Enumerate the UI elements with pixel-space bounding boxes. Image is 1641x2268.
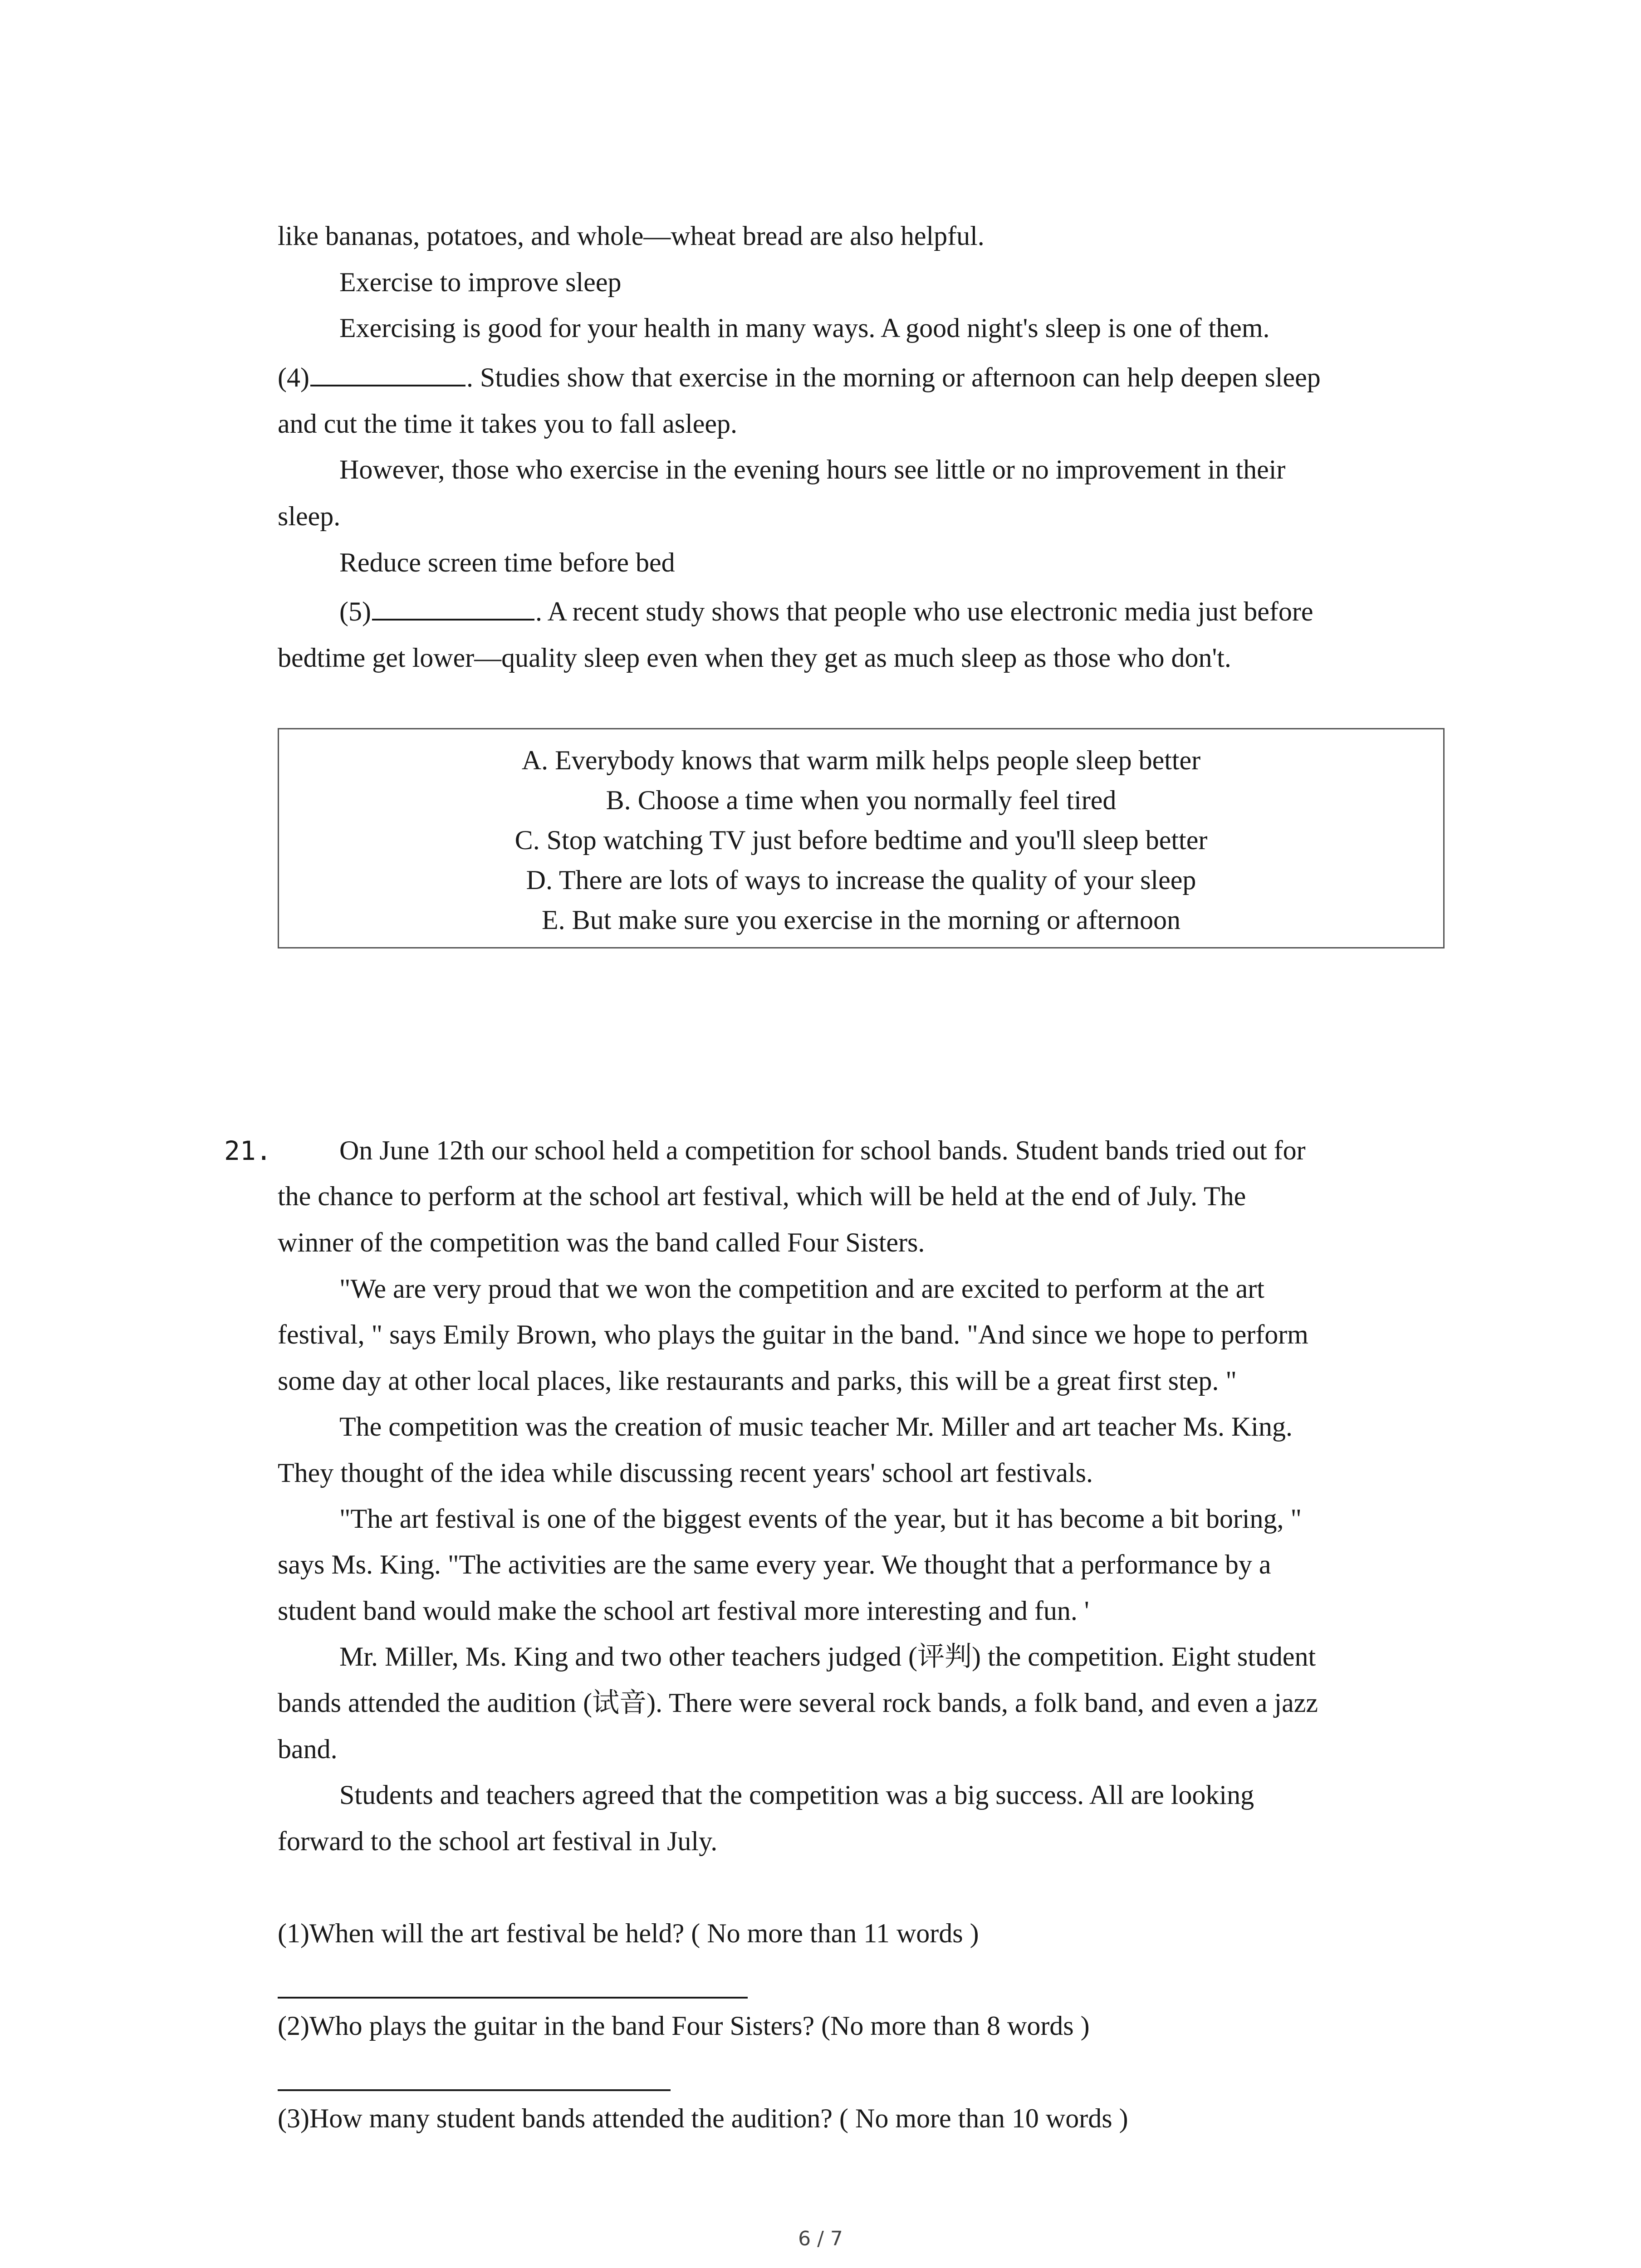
blank-label: (4)	[278, 362, 309, 392]
passage-line: band.	[278, 1734, 338, 1764]
passage-line: Exercising is good for your health in many ways. A good night's sleep is one of them.	[339, 313, 1270, 343]
passage-line: However, those who exercise in the evening hours see little or no improvement in their	[339, 455, 1286, 484]
sub-question-1: (1)When will the art festival be held? ( No more than 11 words )	[278, 1918, 979, 1948]
section-heading: Exercise to improve sleep	[339, 267, 622, 297]
passage-line: festival, " says Emily Brown, who plays the guitar in the band. "And since we hope to perform	[278, 1320, 1308, 1349]
passage-text: . Studies show that exercise in the morning or afternoon can help deepen sleep	[466, 362, 1321, 392]
passage-line: like bananas, potatoes, and whole—wheat bread are also helpful.	[278, 221, 985, 251]
passage-text: . A recent study shows that people who use electronic media just before	[535, 596, 1313, 626]
passage-line: The competition was the creation of music teacher Mr. Miller and art teacher Ms. King.	[339, 1412, 1293, 1442]
passage-line: student band would make the school art festival more interesting and fun. '	[278, 1596, 1089, 1626]
passage-line: forward to the school art festival in July.	[278, 1826, 718, 1856]
options-box	[278, 728, 1445, 948]
answer-line-1[interactable]	[278, 1997, 748, 1999]
answer-blank-5[interactable]	[372, 598, 534, 621]
passage-line: the chance to perform at the school art festival, which will be held at the end of July. The	[278, 1181, 1246, 1211]
option-e: E. But make sure you exercise in the morning or afternoon	[542, 905, 1181, 935]
passage-line: says Ms. King. "The activities are the same every year. We thought that a performance by a	[278, 1549, 1271, 1579]
passage-line: winner of the competition was the band called Four Sisters.	[278, 1227, 925, 1257]
passage-line: On June 12th our school held a competition for school bands. Student bands tried out for	[339, 1135, 1306, 1165]
passage-line: Mr. Miller, Ms. King and two other teachers judged (评判) the competition. Eight student	[339, 1642, 1316, 1672]
option-a: A. Everybody knows that warm milk helps people sleep better	[521, 745, 1201, 775]
passage-line: bands attended the audition (试音). There were several rock bands, a folk band, and even a jazz	[278, 1688, 1318, 1718]
answer-blank-4[interactable]	[310, 364, 465, 386]
sub-question-2: (2)Who plays the guitar in the band Four Sisters? (No more than 8 words )	[278, 2011, 1090, 2041]
passage-line: some day at other local places, like restaurants and parks, this will be a great first step. "	[278, 1366, 1237, 1396]
question-number: 21.	[224, 1135, 272, 1166]
passage-line: "We are very proud that we won the competition and are excited to perform at the art	[339, 1274, 1264, 1304]
passage-line-blank-5	[339, 598, 1313, 625]
passage-line: "The art festival is one of the biggest events of the year, but it has become a bit boring, "	[339, 1504, 1302, 1534]
sub-question-3: (3)How many student bands attended the audition? ( No more than 10 words )	[278, 2103, 1128, 2133]
blank-label: (5)	[339, 596, 371, 626]
passage-line-blank-4	[278, 364, 1321, 391]
passage-line: sleep.	[278, 501, 341, 531]
page-indicator: 6 / 7	[798, 2227, 843, 2250]
option-b: B. Choose a time when you normally feel tired	[606, 785, 1117, 815]
section-heading: Reduce screen time before bed	[339, 547, 675, 577]
option-d: D. There are lots of ways to increase the quality of your sleep	[526, 865, 1196, 895]
passage-line: They thought of the idea while discussing recent years' school art festivals.	[278, 1458, 1093, 1488]
passage-line: and cut the time it takes you to fall asleep.	[278, 409, 738, 439]
option-c: C. Stop watching TV just before bedtime and you'll sleep better	[514, 825, 1208, 855]
passage-line: bedtime get lower—quality sleep even when they get as much sleep as those who don't.	[278, 643, 1231, 673]
passage-line: Students and teachers agreed that the competition was a big success. All are looking	[339, 1780, 1254, 1810]
answer-line-2[interactable]	[278, 2089, 671, 2091]
